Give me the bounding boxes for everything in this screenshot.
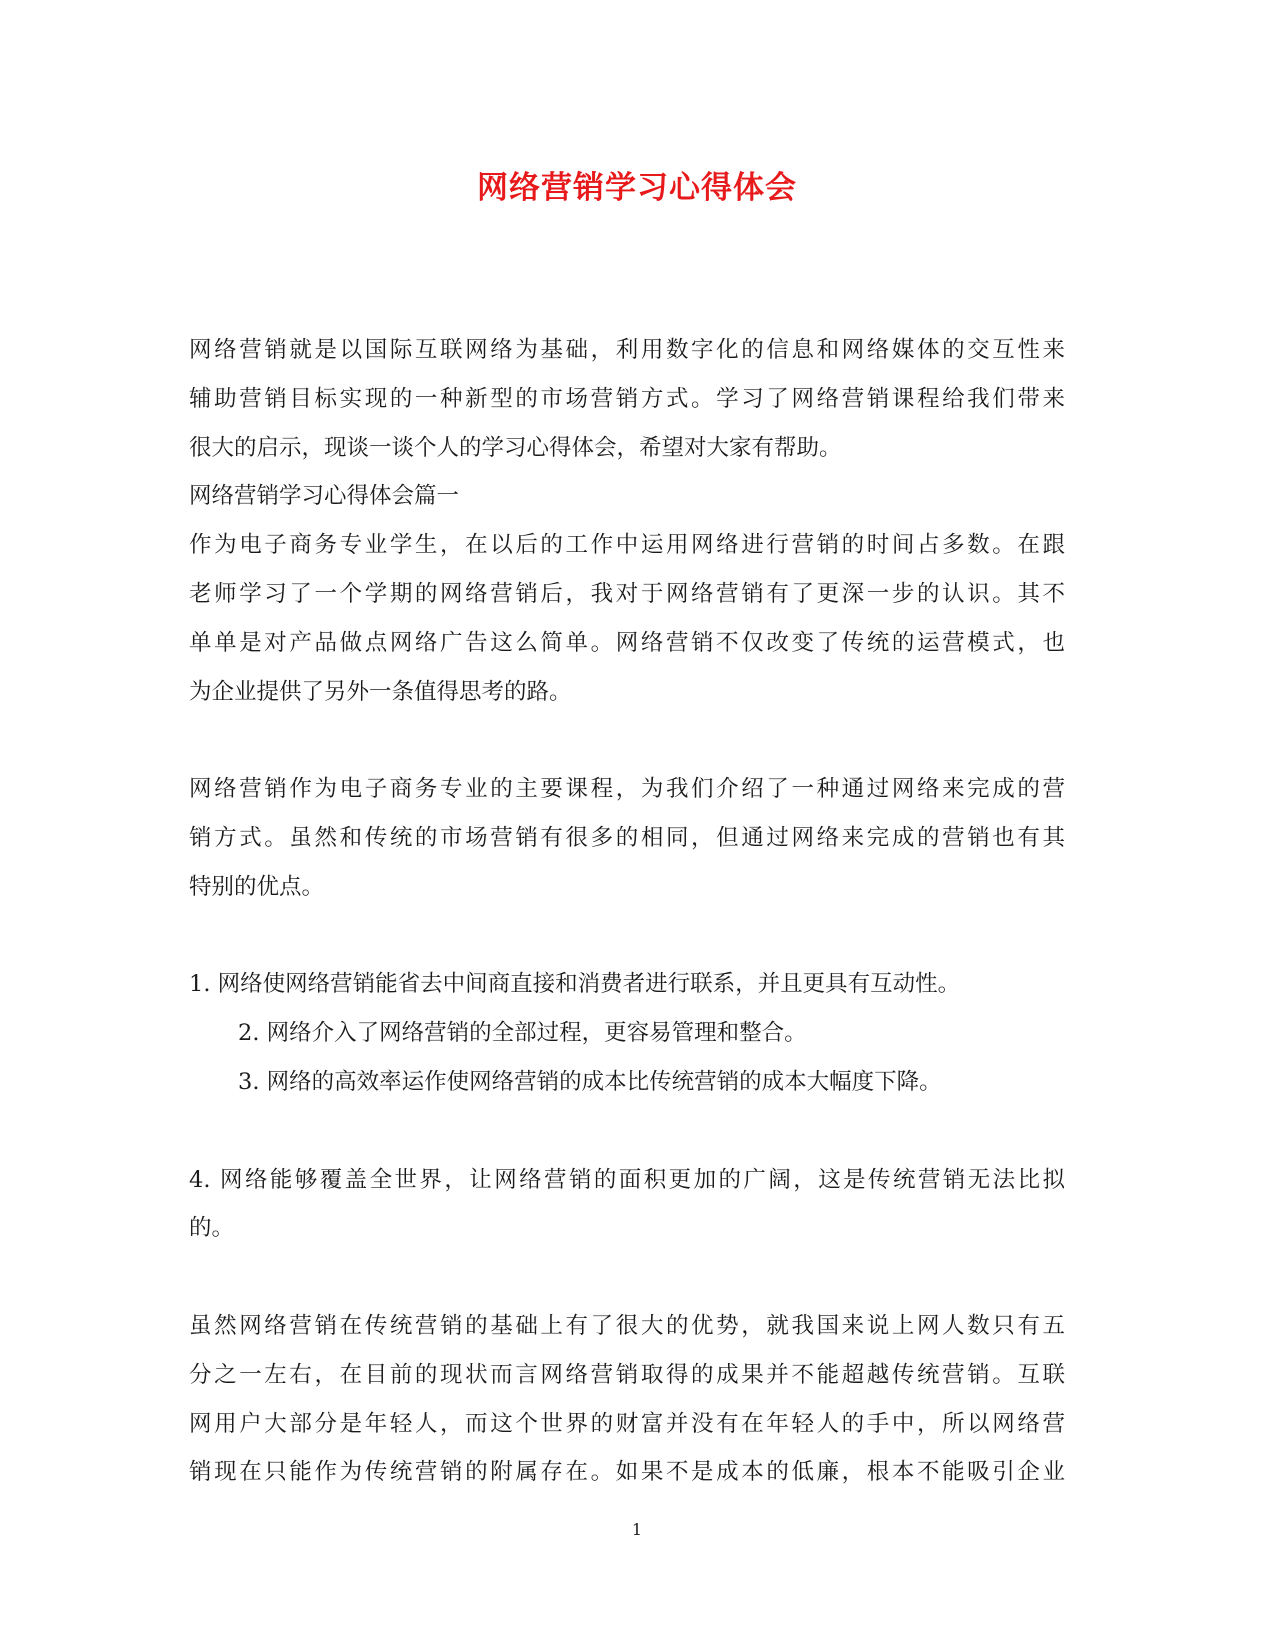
- paragraph-line: 单单是对产品做点网络广告这么简单。网络营销不仅改变了传统的运营模式，也: [189, 629, 1065, 656]
- paragraph-line: 特别的优点。: [189, 873, 325, 900]
- paragraph-line: 老师学习了一个学期的网络营销后，我对于网络营销有了更深一步的认识。其不: [189, 580, 1065, 607]
- paragraph-gap: [189, 1107, 1065, 1156]
- section-heading: 网络营销学习心得体会篇一: [189, 483, 460, 510]
- paragraph-gap: [189, 1253, 1065, 1302]
- paragraph-line: 网用户大部分是年轻人，而这个世界的财富并没有在年轻人的手中，所以网络营: [189, 1410, 1065, 1437]
- paragraph-line: 销现在只能作为传统营销的附属存在。如果不是成本的低廉，根本不能吸引企业: [189, 1459, 1065, 1486]
- page-number: 1: [631, 1520, 643, 1539]
- paragraph-line: 虽然网络营销在传统营销的基础上有了很大的优势，就我国来说上网人数只有五: [189, 1312, 1065, 1339]
- paragraph-line: 辅助营销目标实现的一种新型的市场营销方式。学习了网络营销课程给我们带来: [189, 385, 1065, 412]
- paragraph-line: 网络营销就是以国际互联网络为基础，利用数字化的信息和网络媒体的交互性来: [189, 337, 1065, 363]
- list-item: 3. 网络的高效率运作使网络营销的成本比传统营销的成本大幅度下降。: [238, 1068, 942, 1095]
- paragraph-line: 为企业提供了另外一条值得思考的路。: [189, 678, 572, 705]
- paragraph-line: 销方式。虽然和传统的市场营销有很多的相同，但通过网络来完成的营销也有其: [189, 824, 1065, 851]
- document-title: 网络营销学习心得体会: [477, 170, 797, 206]
- paragraph-line: 作为电子商务专业学生，在以后的工作中运用网络进行营销的时间占多数。在跟: [189, 532, 1065, 559]
- list-item-continuation: 的。: [189, 1215, 235, 1242]
- paragraph-gap: [189, 716, 1065, 765]
- paragraph-line: 分之一左右，在目前的现状而言网络营销取得的成果并不能超越传统营销。互联: [189, 1361, 1065, 1388]
- paragraph-gap: [189, 912, 1065, 961]
- paragraph-line: 网络营销作为电子商务专业的主要课程，为我们介绍了一种通过网络来完成的营: [189, 776, 1065, 803]
- list-item: 1. 网络使网络营销能省去中间商直接和消费者进行联系，并且更具有互动性。: [189, 971, 961, 998]
- document-body: [189, 326, 1065, 1497]
- list-item: 2. 网络介入了网络营销的全部过程，更容易管理和整合。: [238, 1020, 807, 1047]
- list-item: 4. 网络能够覆盖全世界，让网络营销的面积更加的广阔，这是传统营销无法比拟: [189, 1166, 1065, 1193]
- paragraph-line: 很大的启示，现谈一谈个人的学习心得体会，希望对大家有帮助。: [189, 434, 842, 461]
